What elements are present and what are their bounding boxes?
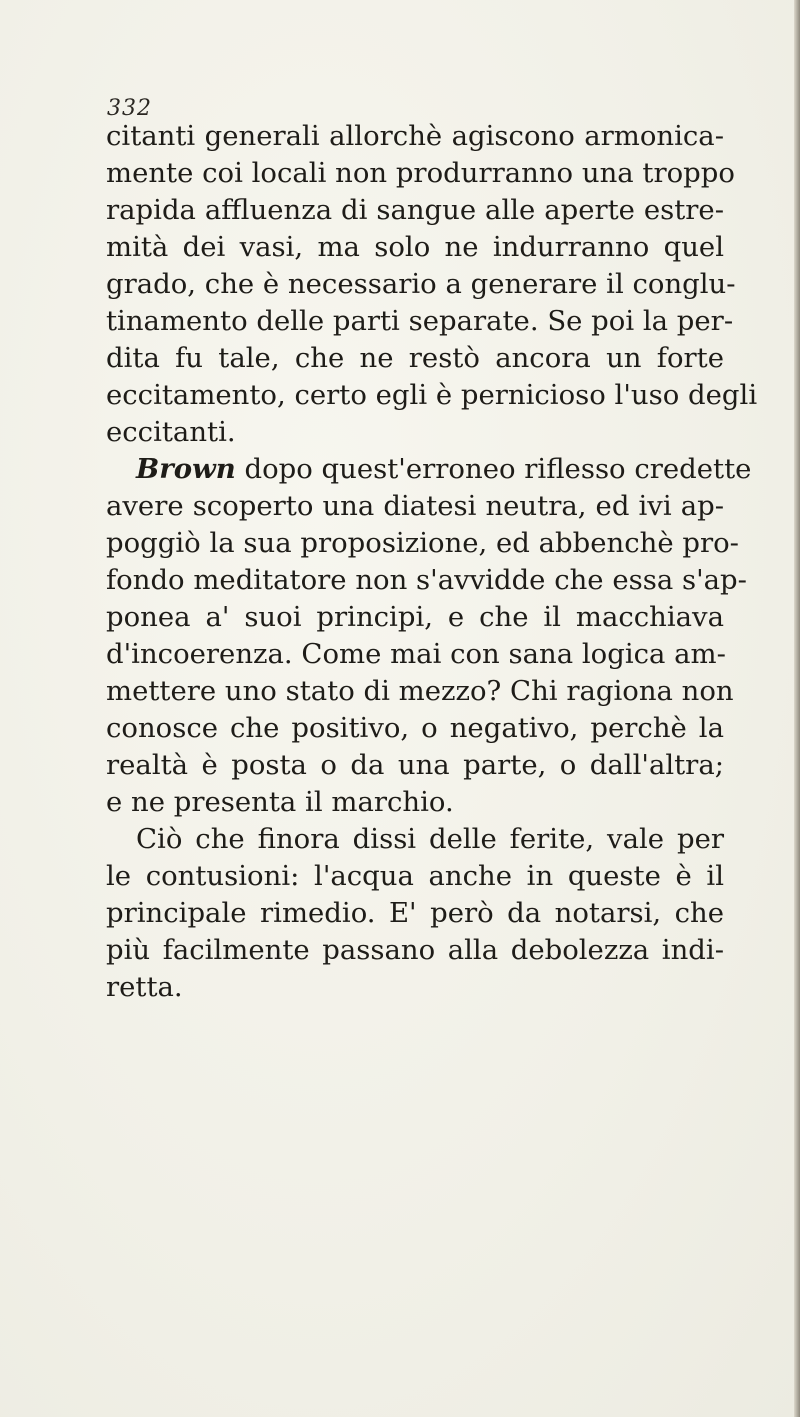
text-line: più facilmente passano alla debolezza indi-: [106, 934, 724, 966]
text-line: retta.: [106, 971, 183, 1003]
paragraph-first-line: [106, 451, 752, 488]
text-line: poggiò la sua proposizione, ed abbenchè pro-: [106, 527, 739, 559]
text-line-rest: dopo quest'erroneo riflesso credette: [235, 453, 752, 485]
text-line: mità dei vasi, ma solo ne indurranno quel: [106, 231, 724, 263]
text-line: fondo meditatore non s'avvidde che essa s'ap-: [106, 564, 747, 596]
text-line: le contusioni: l'acqua anche in queste è il: [106, 860, 724, 892]
page-number: 332: [107, 96, 152, 121]
text-line: e ne presenta il marchio.: [106, 786, 454, 818]
text-line: avere scoperto una diatesi neutra, ed ivi ap-: [106, 490, 724, 522]
text-line: ponea a' suoi principi, e che il macchiava: [106, 601, 724, 633]
text-line: grado, che è necessario a generare il conglu-: [106, 268, 736, 300]
body-text: [106, 118, 758, 1006]
author-name-brown: Brown: [136, 453, 236, 485]
text-line: mente coi locali non produrranno una troppo: [106, 157, 735, 189]
page-edge-shadow: [794, 0, 800, 1417]
text-line: mettere uno stato di mezzo? Chi ragiona non: [106, 675, 734, 707]
text-line: tinamento delle parti separate. Se poi la per-: [106, 305, 734, 337]
text-line: eccitamento, certo egli è pernicioso l'uso degli: [106, 379, 758, 411]
text-line: eccitanti.: [106, 416, 236, 448]
paragraph-first-line: Ciò che finora dissi delle ferite, vale per: [136, 823, 724, 855]
text-line: conosce che positivo, o negativo, perchè la: [106, 712, 724, 744]
text-line: principale rimedio. E' però da notarsi, che: [106, 897, 724, 929]
text-line: realtà è posta o da una parte, o dall'altra;: [106, 749, 724, 781]
text-line: citanti generali allorchè agiscono armonica-: [106, 120, 724, 152]
text-line: rapida affluenza di sangue alle aperte estre-: [106, 194, 724, 226]
text-line: d'incoerenza. Come mai con sana logica am-: [106, 638, 726, 670]
text-line: dita fu tale, che ne restò ancora un forte: [106, 342, 724, 374]
